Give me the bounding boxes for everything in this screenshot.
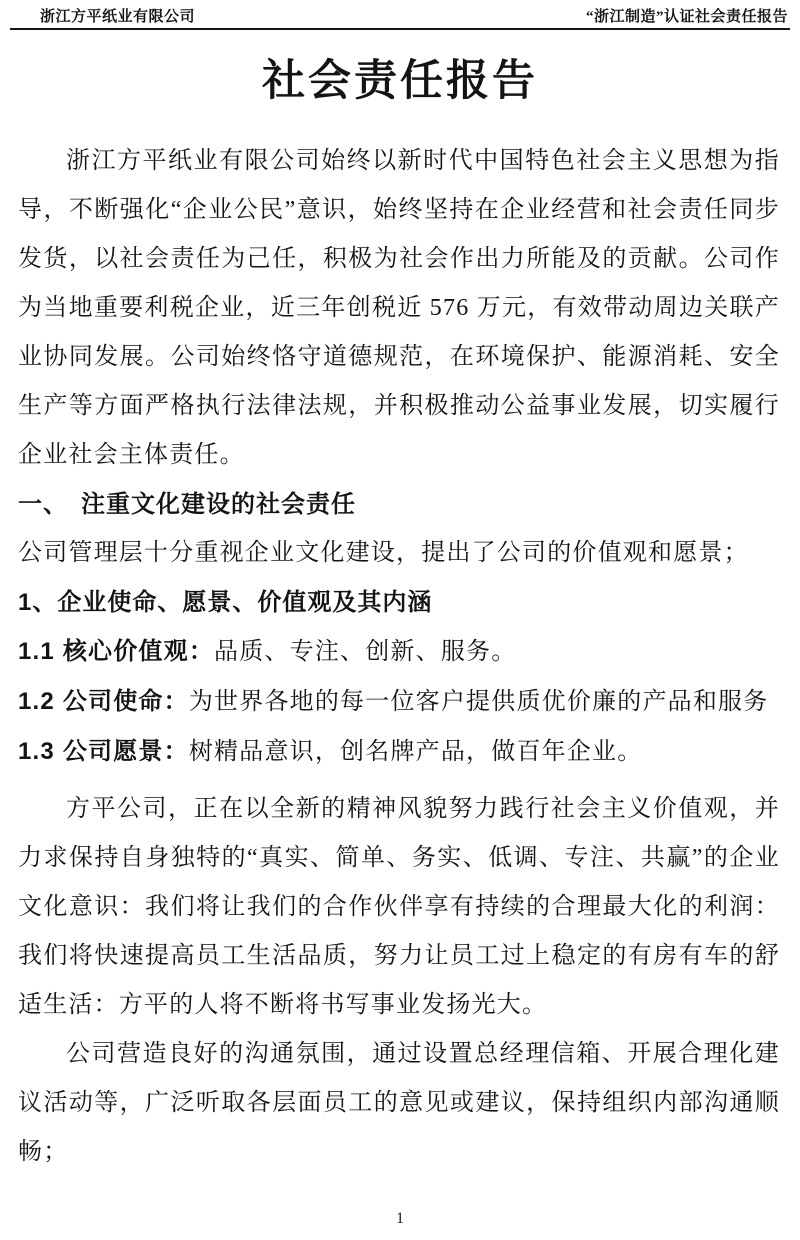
paragraph-intro: 浙江方平纸业有限公司始终以新时代中国特色社会主义思想为指导，不断强化“企业公民”意识，始终坚持在企业经营和社会责任同步发货，以社会责任为己任，积极为社会作出力所能及的贡献。公司作为当地重要利税企业，近三年创税近 576 万元，有效带动周边关联产业协同发展。公司始终恪守道德规范，在环境保护、能源消耗、安全生产等方面严格执行法律法规，并积极推动公益事业发展，切实履行企业社会主体责任。: [18, 148, 780, 469]
header-company-name: 浙江方平纸业有限公司: [40, 9, 196, 25]
page-footer: [0, 1210, 800, 1228]
document-body: [18, 137, 780, 1177]
page-header: [10, 0, 790, 30]
header-report-title: “浙江制造”认证社会责任报告: [585, 9, 788, 25]
value-item-core-values-label: 1.1 核心价值观：: [18, 638, 215, 666]
paragraph-spirit: 方平公司，正在以全新的精神风貌努力践行社会主义价值观，并力求保持自身独特的“真实、简单、务实、低调、专注、共赢”的企业文化意识：我们将让我们的合作伙伴享有持续的合理最大化的利润：我们将快速提高员工生活品质，努力让员工过上稳定的有房有车的舒适生活：方平的人将不断将书写事业发扬光大。: [18, 796, 780, 1019]
subsection-heading-mission: 1、企业使命、愿景、价值观及其内涵: [18, 589, 433, 617]
paragraph-culture-values: 公司管理层十分重视企业文化建设，提出了公司的价值观和愿景；: [18, 540, 749, 567]
value-item-mission: [18, 677, 780, 727]
value-item-mission-label: 1.2 公司使命：: [18, 688, 189, 716]
section-heading-culture: 一、 注重文化建设的社会责任: [18, 491, 356, 519]
value-item-core-values-text: 品质、专注、创新、服务。: [214, 639, 517, 666]
value-item-vision-text: 树精品意识，创名牌产品，做百年企业。: [188, 739, 643, 766]
value-item-vision: [18, 727, 780, 777]
report-title: 社会责任报告: [262, 58, 538, 105]
value-item-mission-text: 为世界各地的每一位客户提供质优价廉的产品和服务: [188, 689, 769, 716]
value-item-vision-label: 1.3 公司愿景：: [18, 738, 189, 766]
paragraph-communication: 公司营造良好的沟通氛围，通过设置总经理信箱、开展合理化建议活动等，广泛听取各层面员工的意见或建议，保持组织内部沟通顺畅；: [18, 1041, 780, 1166]
page-number: 1: [396, 1210, 404, 1227]
value-item-core-values: [18, 627, 780, 677]
